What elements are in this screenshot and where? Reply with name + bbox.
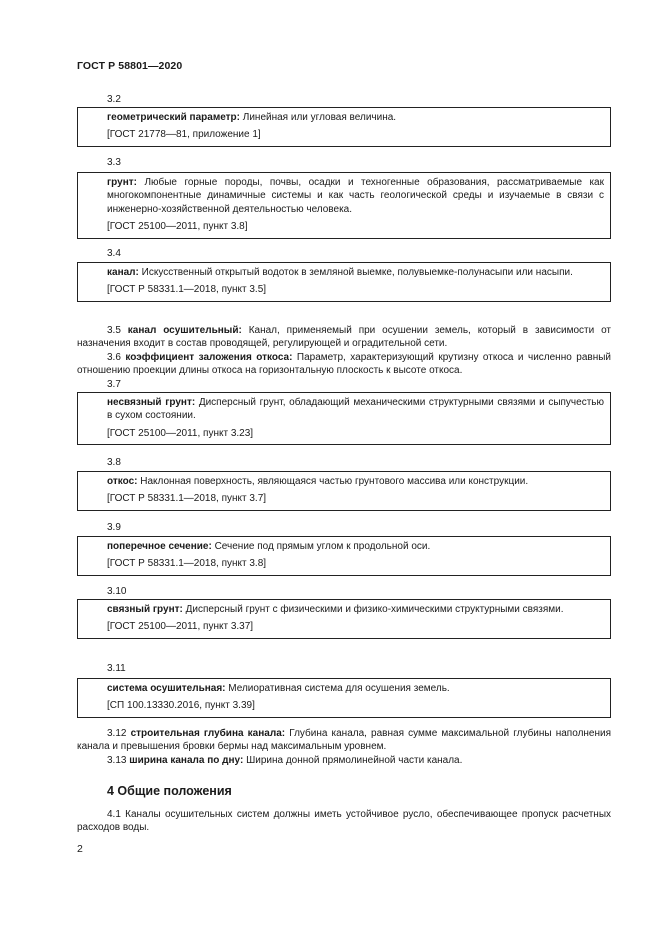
term-paragraph-3-12 — [77, 727, 611, 754]
term-name: система осушительная: — [107, 683, 226, 694]
term-text: Ширина донной прямолинейной части канала. — [243, 755, 463, 766]
term-name: связный грунт: — [107, 604, 183, 615]
term-text: Искусственный открытый водоток в земляной выемке, полувыемке-полунасыпи или насыпи. — [138, 267, 573, 278]
document-header: ГОСТ Р 58801—2020 — [77, 60, 183, 72]
term-number: 3.10 — [107, 586, 127, 597]
term-box — [77, 678, 611, 718]
term-paragraph-3-5 — [77, 324, 611, 351]
term-name: ширина канала по дну: — [129, 755, 244, 766]
term-reference: [ГОСТ 21778—81, приложение 1] — [107, 129, 261, 141]
term-reference: [ГОСТ Р 58331.1—2018, пункт 3.5] — [107, 284, 267, 296]
term-reference: [ГОСТ Р 58331.1—2018, пункт 3.8] — [107, 558, 267, 570]
para-number: 3.13 — [107, 755, 130, 766]
term-box — [77, 536, 611, 576]
term-definition — [107, 682, 604, 695]
term-definition — [107, 475, 604, 488]
term-reference: [ГОСТ 25100—2011, пункт 3.37] — [107, 621, 254, 633]
term-text: Канал, применяемый при осушении земель, который в зависимости от назначения входит в состав проводящей, регулирующей и оградительной сети. — [77, 325, 612, 350]
term-name: канал осушительный: — [127, 325, 242, 336]
term-name: канал: — [107, 267, 139, 278]
term-definition — [107, 603, 604, 616]
term-text: Мелиоративная система для осушения земель. — [225, 683, 450, 694]
term-name: строительная глубина канала: — [130, 728, 286, 739]
term-box — [77, 172, 611, 239]
term-name: коэффициент заложения откоса: — [125, 352, 293, 363]
term-number: 3.11 — [107, 663, 126, 674]
term-reference: [ГОСТ 25100—2011, пункт 3.8] — [107, 221, 248, 233]
term-box — [77, 107, 611, 147]
section-heading: 4 Общие положения — [107, 784, 232, 798]
term-box — [77, 392, 611, 445]
term-text: Сечение под прямым углом к продольной оси. — [211, 541, 431, 552]
term-name: грунт: — [107, 177, 137, 188]
term-reference: [ГОСТ Р 58331.1—2018, пункт 3.7] — [107, 493, 267, 505]
term-reference: [ГОСТ 25100—2011, пункт 3.23] — [107, 427, 254, 439]
term-name: откос: — [107, 476, 138, 487]
term-number: 3.7 — [107, 379, 121, 390]
term-box — [77, 471, 611, 511]
term-text: Линейная или угловая величина. — [240, 112, 397, 123]
term-text: Наклонная поверхность, являющаяся частью грунтового массива или конструкции. — [137, 476, 529, 487]
para-number: 3.5 — [107, 325, 128, 336]
term-definition — [107, 396, 604, 423]
term-number: 3.9 — [107, 522, 121, 533]
para-number: 3.12 — [107, 728, 131, 739]
term-number: 3.3 — [107, 157, 121, 168]
term-text: Дисперсный грунт с физическими и физико-химическими структурными связями. — [182, 604, 564, 615]
term-name: поперечное сечение: — [107, 541, 212, 552]
term-text: Дисперсный грунт, обладающий механическими структурными связями и сыпучестью в сухом состоянии. — [107, 397, 604, 422]
term-text: Глубина канала, равная сумме максимальной глубины наполнения канала и превышения бровки бермы над максимальным уровнем. — [77, 728, 612, 753]
term-box — [77, 599, 611, 639]
term-number: 3.8 — [107, 457, 121, 468]
term-definition — [107, 176, 604, 216]
term-number: 3.4 — [107, 248, 121, 259]
paragraph-4-1: 4.1 Каналы осушительных систем должны иметь устойчивое русло, обеспечивающее пропуск расчетных расходов воды. — [77, 809, 611, 834]
para-number: 3.6 — [107, 352, 126, 363]
page-number: 2 — [77, 843, 83, 855]
term-text: Параметр, характеризующий крутизну откоса и численно равный отношению проекции длины откоса на горизонтальную плоскость к высоте откоса. — [77, 352, 611, 377]
term-definition — [107, 540, 604, 553]
term-text: Любые горные породы, почвы, осадки и техногенные образования, рассматриваемые как многокомпонентные динамичные системы и как часть геологической среды и изучаемые в связи с инженерно-хозяйственной деятельностью человека. — [107, 177, 604, 215]
term-definition — [107, 266, 604, 279]
term-definition — [107, 111, 604, 124]
term-paragraph-3-13 — [77, 754, 611, 767]
term-box — [77, 262, 611, 302]
term-name: геометрический параметр: — [107, 112, 240, 123]
term-number: 3.2 — [107, 94, 121, 105]
term-name: несвязный грунт: — [107, 397, 196, 408]
term-paragraph-3-6 — [77, 351, 611, 378]
term-reference: [СП 100.13330.2016, пункт 3.39] — [107, 700, 255, 712]
